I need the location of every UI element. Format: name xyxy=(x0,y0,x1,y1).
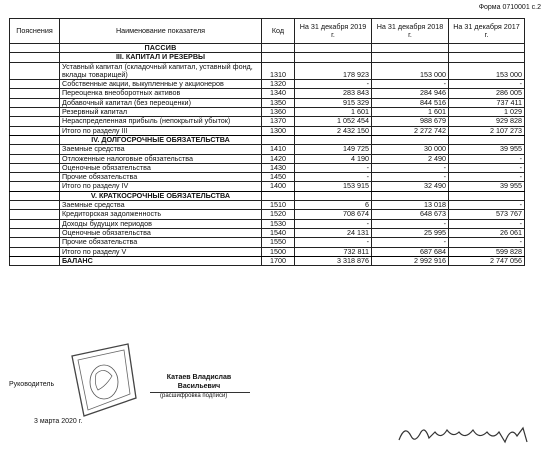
table-row xyxy=(10,89,525,98)
cell-code: 1400 xyxy=(262,182,295,191)
cell-2018: - xyxy=(372,238,449,247)
cell-2018: 30 000 xyxy=(372,145,449,154)
header-code: Код xyxy=(262,19,295,44)
cell-name: Заемные средства xyxy=(60,145,262,154)
cell-2017: - xyxy=(449,201,525,210)
table-row xyxy=(10,44,525,53)
cell-notes xyxy=(10,210,60,219)
cell-name: Итого по разделу III xyxy=(60,126,262,135)
cell-code: 1540 xyxy=(262,228,295,237)
cell-2018: - xyxy=(372,163,449,172)
cell-notes xyxy=(10,145,60,154)
cell-2018 xyxy=(372,44,449,53)
cell-code xyxy=(262,53,295,62)
table-row xyxy=(10,53,525,62)
cell-2018: 25 995 xyxy=(372,228,449,237)
cell-2018: - xyxy=(372,80,449,89)
cell-2019 xyxy=(295,44,372,53)
cell-notes xyxy=(10,108,60,117)
cell-name: Добавочный капитал (без переоценки) xyxy=(60,98,262,107)
cell-2019: 732 811 xyxy=(295,247,372,256)
cell-2019: - xyxy=(295,163,372,172)
cell-code: 1520 xyxy=(262,210,295,219)
cell-notes xyxy=(10,154,60,163)
cell-2018: 284 946 xyxy=(372,89,449,98)
cell-notes xyxy=(10,228,60,237)
cell-notes xyxy=(10,126,60,135)
cell-notes xyxy=(10,173,60,182)
cell-name: Оценочные обязательства xyxy=(60,228,262,237)
cell-notes xyxy=(10,163,60,172)
cell-2018: 32 490 xyxy=(372,182,449,191)
signatory-role: Руководитель xyxy=(9,381,55,388)
header-notes: Пояснения xyxy=(10,19,60,44)
cell-2019 xyxy=(295,191,372,200)
stamp-seal-icon xyxy=(66,340,138,420)
table-row xyxy=(10,256,525,265)
cell-name: IV. ДОЛГОСРОЧНЫЕ ОБЯЗАТЕЛЬСТВА xyxy=(60,135,262,144)
table-row xyxy=(10,210,525,219)
table-row xyxy=(10,126,525,135)
cell-name: Кредиторская задолженность xyxy=(60,210,262,219)
cell-notes xyxy=(10,182,60,191)
cell-name: Прочие обязательства xyxy=(60,173,262,182)
form-code: Форма 0710001 с.2 xyxy=(478,4,541,11)
table-row xyxy=(10,117,525,126)
cell-code: 1510 xyxy=(262,201,295,210)
cell-code xyxy=(262,44,295,53)
cell-name: Собственные акции, выкупленные у акционеров xyxy=(60,80,262,89)
cell-code: 1310 xyxy=(262,62,295,80)
cell-name: V. КРАТКОСРОЧНЫЕ ОБЯЗАТЕЛЬСТВА xyxy=(60,191,262,200)
table-row xyxy=(10,238,525,247)
cell-2017: 573 767 xyxy=(449,210,525,219)
cell-name: Нераспределенная прибыль (непокрытый убыток) xyxy=(60,117,262,126)
cell-2018: 13 018 xyxy=(372,201,449,210)
cell-2019: 4 190 xyxy=(295,154,372,163)
cell-name: Заемные средства xyxy=(60,201,262,210)
cell-2019: 3 318 876 xyxy=(295,256,372,265)
signature-caption: (расшифровка подписи) xyxy=(160,393,228,399)
cell-2017: 286 005 xyxy=(449,89,525,98)
cell-2019: 1 601 xyxy=(295,108,372,117)
cell-2017: - xyxy=(449,163,525,172)
table-row xyxy=(10,145,525,154)
cell-2017: 39 955 xyxy=(449,145,525,154)
cell-2017: 39 955 xyxy=(449,182,525,191)
cell-code: 1360 xyxy=(262,108,295,117)
cell-2019: 153 915 xyxy=(295,182,372,191)
cell-code: 1420 xyxy=(262,154,295,163)
cell-name: Оценочные обязательства xyxy=(60,163,262,172)
header-2017: На 31 декабря 2017 г. xyxy=(449,19,525,44)
cell-2017: - xyxy=(449,154,525,163)
cell-notes xyxy=(10,98,60,107)
cell-code: 1350 xyxy=(262,98,295,107)
cell-2019: 2 432 150 xyxy=(295,126,372,135)
cell-name: Итого по разделу V xyxy=(60,247,262,256)
cell-notes xyxy=(10,44,60,53)
cell-code: 1450 xyxy=(262,173,295,182)
cell-2017: - xyxy=(449,80,525,89)
company-stamp xyxy=(66,340,138,425)
cell-2017: 2 747 056 xyxy=(449,256,525,265)
cell-name: БАЛАНС xyxy=(60,256,262,265)
cell-2019: 1 052 454 xyxy=(295,117,372,126)
header-2019: На 31 декабря 2019 г. xyxy=(295,19,372,44)
cell-2017: 737 411 xyxy=(449,98,525,107)
cell-2019: 915 329 xyxy=(295,98,372,107)
cell-2018: 2 272 742 xyxy=(372,126,449,135)
cell-2018: 2 490 xyxy=(372,154,449,163)
cell-2018: 844 516 xyxy=(372,98,449,107)
cell-2019: - xyxy=(295,173,372,182)
cell-code: 1530 xyxy=(262,219,295,228)
cell-code: 1500 xyxy=(262,247,295,256)
table-row xyxy=(10,247,525,256)
cell-2017: 2 107 273 xyxy=(449,126,525,135)
table-row xyxy=(10,182,525,191)
cell-2018 xyxy=(372,53,449,62)
cell-2018: 648 673 xyxy=(372,210,449,219)
cell-2017 xyxy=(449,191,525,200)
cell-2017: 153 000 xyxy=(449,62,525,80)
table-header-row xyxy=(10,19,525,44)
cell-2017: - xyxy=(449,238,525,247)
cell-2018: - xyxy=(372,219,449,228)
cell-name: Резервный капитал xyxy=(60,108,262,117)
cell-2017: 929 828 xyxy=(449,117,525,126)
cell-notes xyxy=(10,62,60,80)
cell-notes xyxy=(10,89,60,98)
cell-2019 xyxy=(295,53,372,62)
cell-2019: 6 xyxy=(295,201,372,210)
header-name: Наименование показателя xyxy=(60,19,262,44)
cell-2017: 599 828 xyxy=(449,247,525,256)
cell-2018: - xyxy=(372,173,449,182)
cell-notes xyxy=(10,135,60,144)
table-row xyxy=(10,154,525,163)
cell-2019: 283 843 xyxy=(295,89,372,98)
cell-code: 1700 xyxy=(262,256,295,265)
cell-name: III. КАПИТАЛ И РЕЗЕРВЫ xyxy=(60,53,262,62)
cell-2017 xyxy=(449,53,525,62)
table-row xyxy=(10,62,525,80)
balance-sheet-table xyxy=(9,18,525,266)
cell-code: 1370 xyxy=(262,117,295,126)
cell-2019: - xyxy=(295,238,372,247)
cell-notes xyxy=(10,117,60,126)
header-2018: На 31 декабря 2018 г. xyxy=(372,19,449,44)
table-body xyxy=(10,44,525,266)
cell-name: Переоценка внеоборотных активов xyxy=(60,89,262,98)
signatory-name: Катаев Владислав Васильевич xyxy=(166,374,232,390)
cell-notes xyxy=(10,247,60,256)
cell-code: 1410 xyxy=(262,145,295,154)
cell-2019: 149 725 xyxy=(295,145,372,154)
cell-2017: 26 061 xyxy=(449,228,525,237)
cell-2019: - xyxy=(295,219,372,228)
cell-2019: 708 674 xyxy=(295,210,372,219)
cell-notes xyxy=(10,219,60,228)
signature-icon xyxy=(395,418,535,450)
handwritten-signature xyxy=(395,418,535,455)
cell-2018: 2 992 916 xyxy=(372,256,449,265)
cell-2019: 24 131 xyxy=(295,228,372,237)
cell-name: Отложенные налоговые обязательства xyxy=(60,154,262,163)
cell-name: Уставный капитал (складочный капитал, уставный фонд, вклады товарищей) xyxy=(60,62,262,80)
cell-name: ПАССИВ xyxy=(60,44,262,53)
cell-code: 1320 xyxy=(262,80,295,89)
cell-2017: 1 029 xyxy=(449,108,525,117)
cell-2017: - xyxy=(449,219,525,228)
cell-2017: - xyxy=(449,173,525,182)
cell-2018: 687 684 xyxy=(372,247,449,256)
cell-2018: 1 601 xyxy=(372,108,449,117)
cell-code: 1550 xyxy=(262,238,295,247)
cell-2018: 988 679 xyxy=(372,117,449,126)
cell-notes xyxy=(10,80,60,89)
signature-date: 3 марта 2020 г. xyxy=(34,418,83,425)
cell-name: Прочие обязательства xyxy=(60,238,262,247)
cell-notes xyxy=(10,201,60,210)
cell-notes xyxy=(10,53,60,62)
cell-notes xyxy=(10,191,60,200)
cell-name: Итого по разделу IV xyxy=(60,182,262,191)
cell-code: 1300 xyxy=(262,126,295,135)
cell-notes xyxy=(10,238,60,247)
cell-2018: 153 000 xyxy=(372,62,449,80)
cell-code: 1340 xyxy=(262,89,295,98)
cell-notes xyxy=(10,256,60,265)
cell-2019: - xyxy=(295,80,372,89)
cell-2019: 178 923 xyxy=(295,62,372,80)
cell-name: Доходы будущих периодов xyxy=(60,219,262,228)
cell-code: 1430 xyxy=(262,163,295,172)
cell-2017 xyxy=(449,44,525,53)
